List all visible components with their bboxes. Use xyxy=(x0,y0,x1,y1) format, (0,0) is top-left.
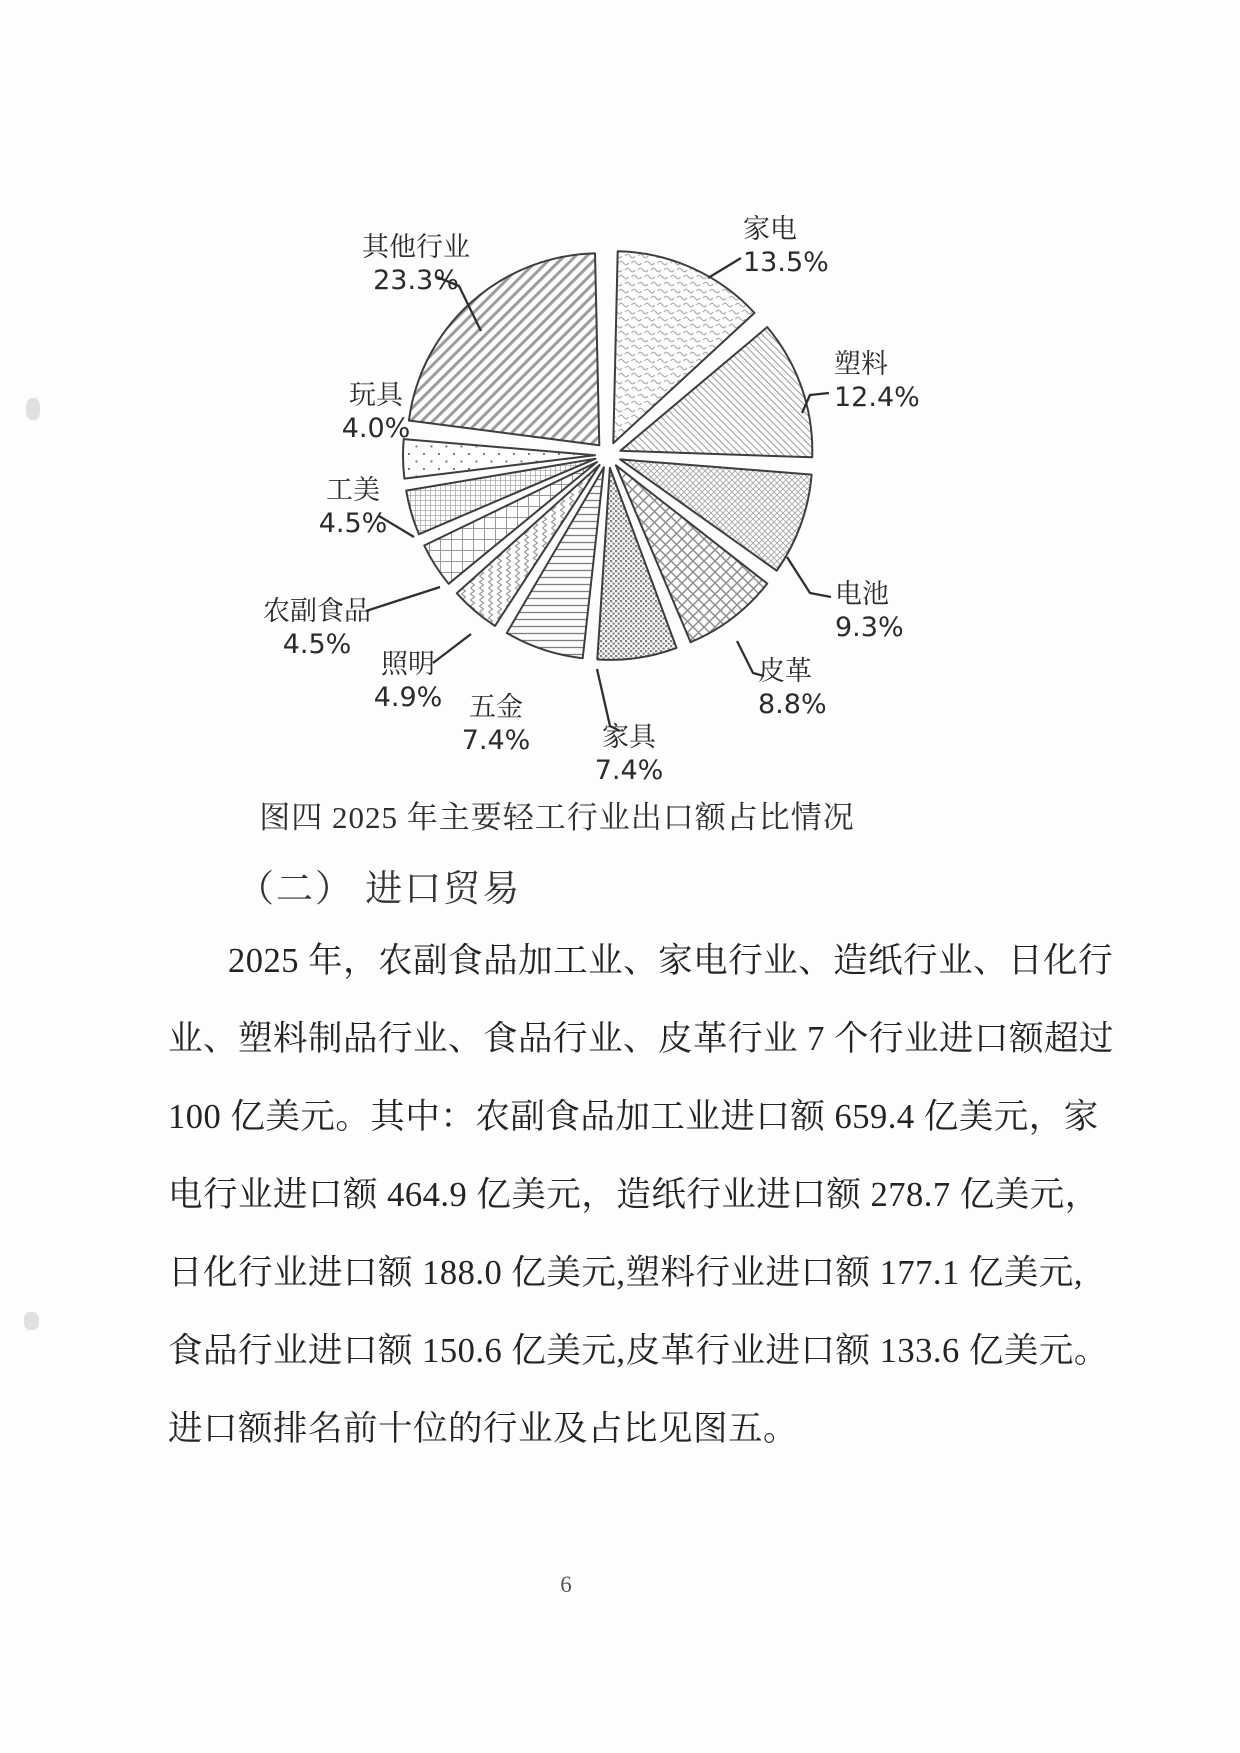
pie-label-玩具 xyxy=(342,379,411,445)
pie-label-name: 照明 xyxy=(380,649,435,680)
pie-label-pct: 23.3% xyxy=(373,265,459,296)
paragraph-line: 电行业进口额 464.9 亿美元，造纸行业进口额 278.7 亿美元， xyxy=(168,1176,1100,1214)
pie-label-家具 xyxy=(595,721,664,787)
pie-leader-电池 xyxy=(787,557,831,597)
pie-label-name: 五金 xyxy=(468,692,523,723)
pie-label-name: 玩具 xyxy=(348,380,403,411)
pie-label-name: 家具 xyxy=(601,722,656,753)
pie-label-pct: 7.4% xyxy=(594,755,664,786)
figure-caption: 图四 2025 年主要轻工行业出口额占比情况 xyxy=(259,800,855,835)
paragraph-line: 食品行业进口额 150.6 亿美元,皮革行业进口额 133.6 亿美元。 xyxy=(168,1332,1109,1370)
pie-label-pct: 4.5% xyxy=(318,508,388,539)
section-heading: （二） 进口贸易 xyxy=(237,869,522,910)
pie-label-五金 xyxy=(462,691,531,757)
paragraph-line: 业、塑料制品行业、食品行业、皮革行业 7 个行业进口额超过 xyxy=(168,1020,1114,1058)
pie-leader-家电 xyxy=(708,258,741,278)
pie-label-塑料 xyxy=(834,348,920,414)
pie-label-pct: 12.4% xyxy=(834,382,920,413)
pie-label-电池 xyxy=(835,578,904,644)
pie-label-工美 xyxy=(319,474,388,540)
pie-label-name: 家电 xyxy=(743,214,797,245)
paragraph-line: 100 亿美元。其中：农副食品加工业进口额 659.4 亿美元，家 xyxy=(168,1098,1099,1136)
pie-label-name: 皮革 xyxy=(758,656,812,687)
pie-label-其他行业 xyxy=(362,231,470,297)
pie-label-家电 xyxy=(743,213,829,279)
pie-label-pct: 4.5% xyxy=(282,629,352,660)
pie-label-pct: 7.4% xyxy=(461,725,531,756)
pie-label-照明 xyxy=(374,648,443,714)
scan-artifact xyxy=(24,1312,39,1330)
page-number: 6 xyxy=(560,1572,572,1597)
pie-label-pct: 4.0% xyxy=(341,413,411,444)
pie-label-pct: 9.3% xyxy=(835,612,904,643)
pie-label-pct: 4.9% xyxy=(373,682,443,713)
paragraph-line: 2025 年，农副食品加工业、家电行业、造纸行业、日化行 xyxy=(228,942,1114,980)
pie-label-name: 农副食品 xyxy=(263,596,371,627)
pie-label-name: 其他行业 xyxy=(362,232,470,263)
body-paragraph xyxy=(168,922,1114,1468)
pie-label-pct: 13.5% xyxy=(743,247,829,278)
paragraph-line: 进口额排名前十位的行业及占比见图五。 xyxy=(168,1410,798,1448)
pie-label-农副食品 xyxy=(263,595,371,661)
paragraph-line: 日化行业进口额 188.0 亿美元,塑料行业进口额 177.1 亿美元, xyxy=(168,1254,1083,1292)
pie-slice-玩具 xyxy=(403,439,595,479)
pie-label-皮革 xyxy=(758,655,827,721)
pie-label-name: 塑料 xyxy=(834,349,888,380)
pie-leader-农副食品 xyxy=(366,587,440,611)
pie-label-name: 电池 xyxy=(835,579,889,610)
scan-artifact xyxy=(26,398,40,420)
pie-label-name: 工美 xyxy=(325,475,380,506)
pie-label-pct: 8.8% xyxy=(758,689,827,720)
